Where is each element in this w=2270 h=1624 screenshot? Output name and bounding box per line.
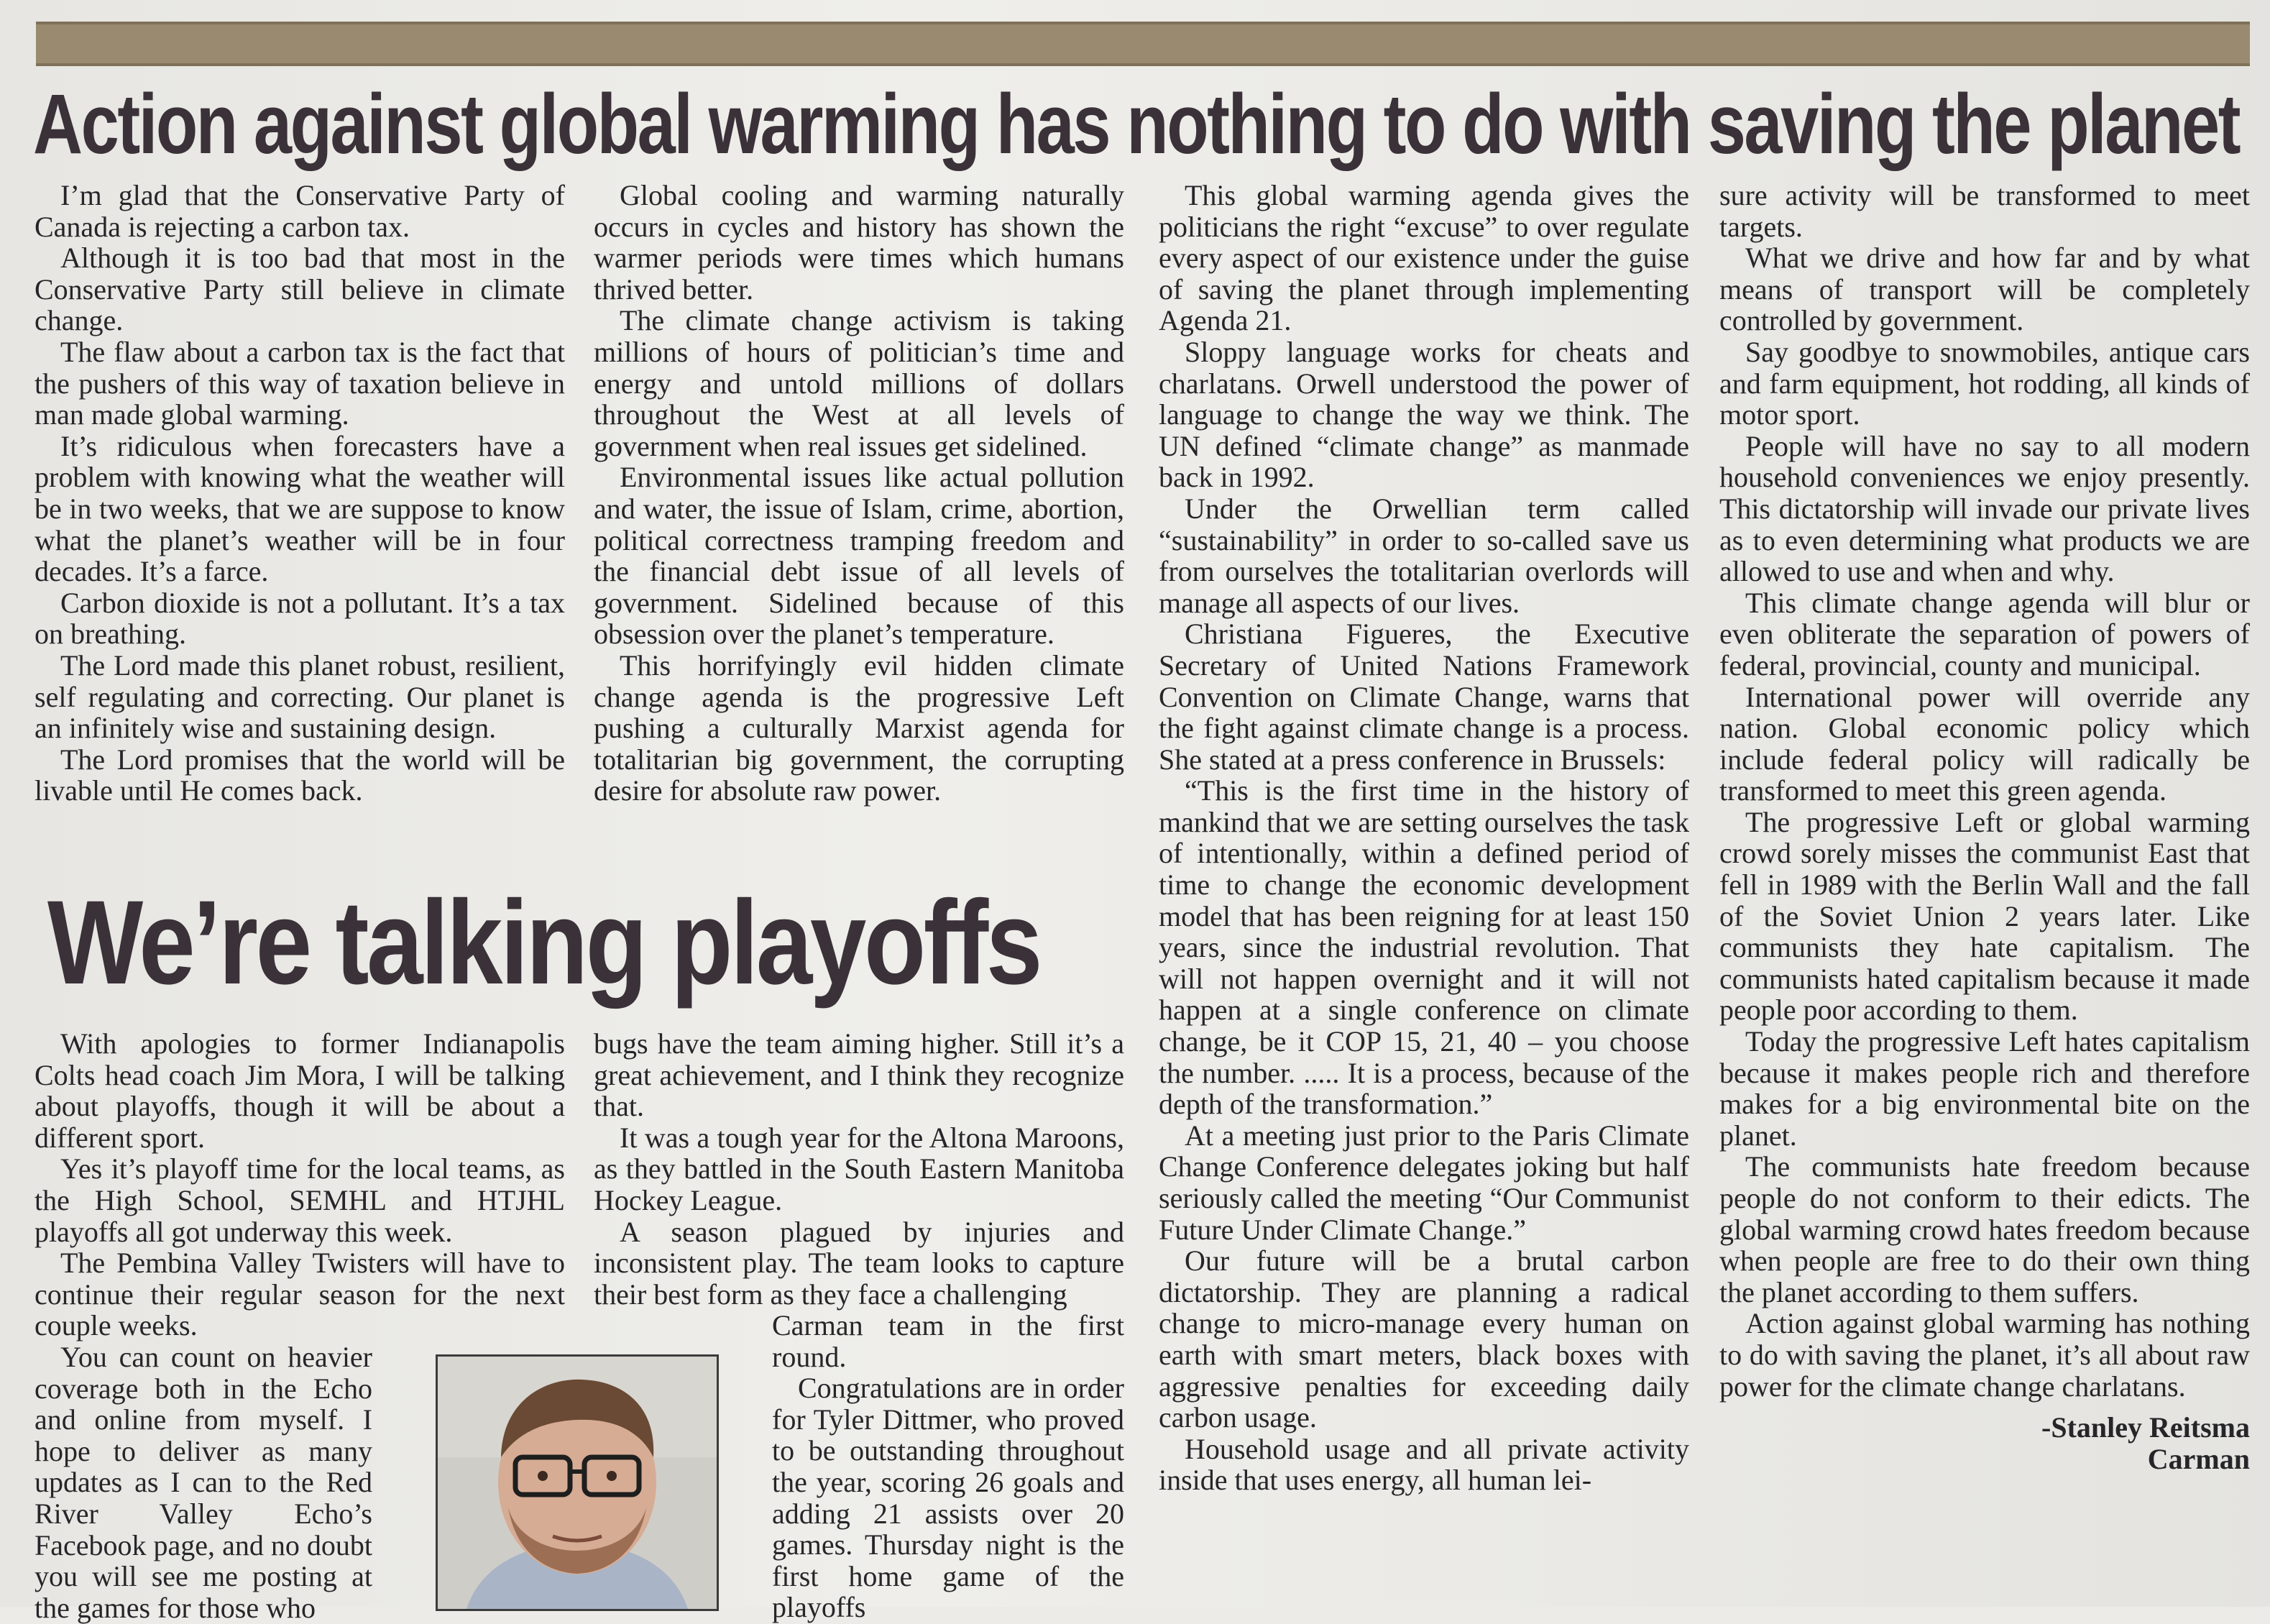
headshot-illustration <box>438 1357 717 1609</box>
column-body-2 <box>594 1028 1124 1312</box>
paragraph: The progressive Left or global warming crowd sorely misses the communist East that fell in 1989 with the Berlin Wall and the fall of the Soviet Union 2 years later. Like communists they hate capitalism. The communists hated capitalism because it made people poor according to them. <box>1719 805 2250 1027</box>
quote-paragraph: “This is the first time in the history of mankind that we are setting ourselves the task of intentionally, within a defined period of time to change the economic development model that has been reigning for at least 150 years, since the industrial revolution. That will not happen overnight and it will not happen at a single conference on climate change, be it COP 15, 21, 40 – you choose the number. ..... It is a process, because of the depth of the transformation.” <box>1159 774 1689 1121</box>
paragraph: The flaw about a carbon tax is the fact that the pushers of this way of taxation believe in man made global warming. <box>35 335 565 431</box>
column-headline: We’re talking playoffs <box>47 876 1040 1009</box>
paragraph: sure activity will be transformed to meet targets. <box>1719 179 2250 243</box>
paragraph: It was a tough year for the Altona Maroons, as they battled in the South Eastern Manitoba Hockey League. <box>594 1121 1124 1216</box>
paragraph: Say goodbye to snowmobiles, antique cars and farm equipment, hot rodding, all kinds of motor sport. <box>1719 335 2250 431</box>
paragraph: Sloppy language works for cheats and charlatans. Orwell understood the power of language to change the way we think. The UN defined “climate change” as manmade back in 1992. <box>1159 335 1689 494</box>
paragraph: I’m glad that the Conservative Party of Canada is rejecting a carbon tax. <box>35 179 565 243</box>
paragraph: Under the Orwellian term called “sustainability” in order to so-called save us from ourselves the totalitarian overlords will manage all aspects of our lives. <box>1159 492 1689 619</box>
paragraph: With apologies to former Indianapolis Colts head coach Jim Mora, I will be talking about playoffs, though it will be about a different sport. <box>35 1027 565 1154</box>
paragraph: Although it is too bad that most in the Conservative Party still believe in climate change. <box>35 242 565 337</box>
paragraph: The climate change activism is taking millions of hours of politician’s time and energy and untold millions of dollars throughout the West at all levels of government when real issues get sidelined. <box>594 304 1124 462</box>
signature-name: -Stanley Reitsma <box>2041 1411 2250 1444</box>
paragraph: This climate change agenda will blur or even obliterate the separation of powers of federal, provincial, county and municipal. <box>1719 586 2250 682</box>
letter-column-4 <box>1719 180 2250 1603</box>
paragraph: This horrifyingly evil hidden climate change agenda is the progressive Left pushing a culturally Marxist agenda for totalitarian big government, the corrupting desire for absolute raw power. <box>594 648 1124 807</box>
paragraph: Christiana Figueres, the Executive Secretary of United Nations Framework Convention on Climate Change, warns that the fight against climate change is a process. She stated at a press conference in Brussels: <box>1159 618 1689 776</box>
column-body-1 <box>35 1027 565 1342</box>
paragraph: Environmental issues like actual pollution and water, the issue of Islam, crime, abortion, political correctness tramping freedom and the financial debt issue of all levels of government. Sidelined because of this obsession over the planet’s temperature. <box>594 461 1124 651</box>
signature-town: Carman <box>2147 1442 2250 1475</box>
paragraph: The Lord made this planet robust, resilient, self regulating and correcting. Our planet is an infinitely wise and sustaining design. <box>35 648 565 745</box>
paragraph: Today the progressive Left hates capitalism because it makes people rich and therefore makes for a big environmental bite on the planet. <box>1719 1025 2250 1152</box>
paragraph: Our future will be a brutal carbon dictatorship. They are planning a radical change to micro-manage every human on earth with smart meters, black boxes with aggressive penalties for exceeding daily carbon usage. <box>1159 1244 1689 1434</box>
paragraph: Global cooling and warming naturally occurs in cycles and history has shown the warmer periods were times which humans thrived better. <box>594 179 1124 306</box>
paragraph: This global warming agenda gives the politicians the right “excuse” to over regulate every aspect of our existence under the guise of saving the planet through implementing Agenda 21. <box>1159 179 1689 337</box>
letter-column-2 <box>594 180 1124 845</box>
paragraph: Household usage and all private activity inside that uses energy, all human lei- <box>1159 1432 1689 1497</box>
column-body-1-wrap <box>35 1341 372 1624</box>
paragraph: People will have no say to all modern household conveniences we enjoy presently. This dictatorship will invade our private lives as to even determining what products we are allowed to use and when and why. <box>1719 429 2250 588</box>
paragraph: Action against global warming has nothing to do with saving the planet, it’s all about raw power for the climate change charlatans. <box>1719 1307 2250 1403</box>
paragraph: The communists hate freedom because people do not conform to their edicts. The global warming crowd hates freedom because when people are free to do their own thing the planet according to them suffers. <box>1719 1150 2250 1308</box>
paragraph: It’s ridiculous when forecasters have a problem with knowing what the weather will be in two weeks, that we are suppose to know what the planet’s weather will be in four decades. It’s a farce. <box>35 429 565 588</box>
paragraph: The Lord promises that the world will be livable until He comes back. <box>35 743 565 807</box>
paragraph: Carbon dioxide is not a pollutant. It’s a tax on breathing. <box>35 586 565 651</box>
paragraph: International power will override any nation. Global economic policy which include federal policy will radically be transformed to meet this green agenda. <box>1719 680 2250 807</box>
paragraph: At a meeting just prior to the Paris Climate Change Conference delegates joking but half seriously called the meeting “Our Communist Future Under Climate Change.” <box>1159 1119 1689 1246</box>
paragraph: What we drive and how far and by what means of transport will be completely controlled by government. <box>1719 242 2250 337</box>
paragraph: You can count on heavier coverage both in the Echo and online from myself. I hope to deliver as many updates as I can to the Red River Valley Echo’s Facebook page, and no doubt you will see me posting at the games for those who <box>35 1341 372 1624</box>
paragraph: Yes it’s playoff time for the local teams, as the High School, SEMHL and HTJHL playoffs all got underway this week. <box>35 1152 565 1248</box>
paragraph: Congratulations are in order for Tyler Dittmer, who proved to be outstanding throughout the year, scoring 26 goals and adding 21 assists over 20 games. Thursday night is the first home game of the playoffs <box>772 1372 1124 1624</box>
letter-headline: Action against global warming has nothing to do with saving the planet <box>33 77 2240 172</box>
paragraph: bugs have the team aiming higher. Still it’s a great achievement, and I think they recognize that. <box>594 1027 1124 1123</box>
paragraph: A season plagued by injuries and inconsistent play. The team looks to capture their best form as they face a challenging <box>594 1215 1124 1311</box>
header-rule-bar <box>36 22 2250 66</box>
columnist-headshot-photo <box>436 1354 719 1611</box>
paragraph: Carman team in the first round. <box>772 1309 1124 1373</box>
letter-column-3 <box>1159 180 1689 1603</box>
letter-column-1 <box>35 180 565 845</box>
paragraph: The Pembina Valley Twisters will have to continue their regular season for the next couple weeks. <box>35 1247 565 1342</box>
column-body-2-wrap <box>772 1309 1124 1624</box>
